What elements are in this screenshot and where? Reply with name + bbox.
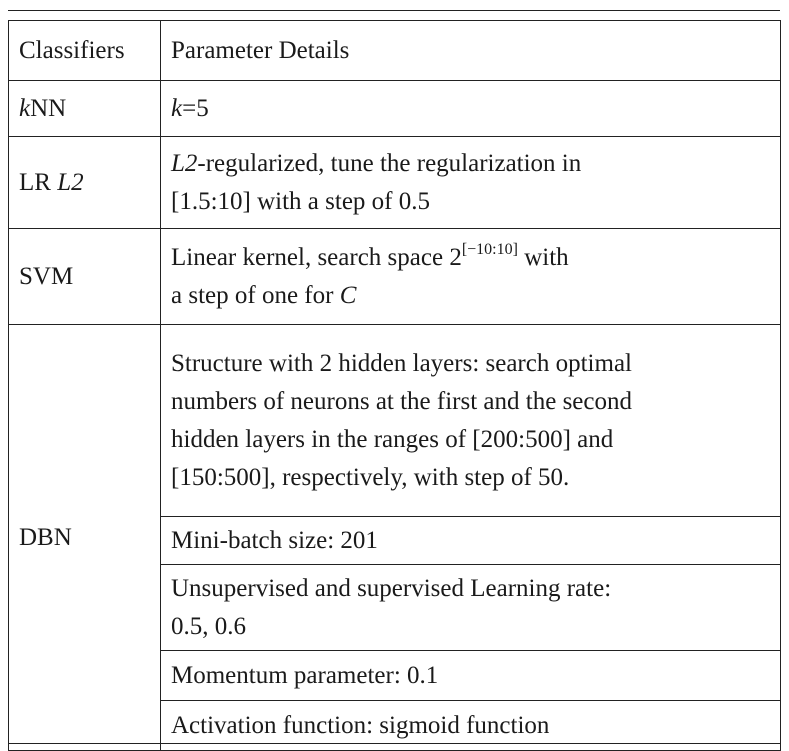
dbn-learning-rate-line-1: Unsupervised and supervised Learning rate:: [171, 574, 612, 602]
dbn-activation: Activation function: sigmoid function: [161, 701, 781, 751]
header-parameter-details: Parameter Details: [161, 21, 781, 81]
classifier-lr: LR L2: [9, 137, 161, 229]
dbn-structure-line-2: numbers of neurons at the first and the second: [171, 387, 632, 415]
dbn-learning-rate-line-2: 0.5, 0.6: [171, 612, 246, 640]
svm-line-2: a step of one for C: [171, 281, 357, 309]
knn-params: k=5: [161, 81, 781, 137]
row-knn: [9, 81, 781, 137]
classifier-svm: SVM: [9, 229, 161, 325]
row-lr: [9, 137, 781, 229]
parameter-table: [8, 20, 781, 751]
bottom-rule: [8, 743, 780, 744]
dbn-momentum: Momentum parameter: 0.1: [161, 651, 781, 701]
dbn-structure-line-3: hidden layers in the ranges of [200:500] and: [171, 425, 614, 453]
parameter-table-figure: [8, 10, 780, 744]
lr-line-2: [1.5:10] with a step of 0.5: [171, 187, 430, 215]
svm-params: [161, 229, 781, 325]
header-classifiers: Classifiers: [9, 21, 161, 81]
classifier-knn: kNN: [9, 81, 161, 137]
svm-line-1: Linear kernel, search space 2[−10:10] with: [171, 240, 569, 271]
lr-line-1: L2-regularized, tune the regularization in: [171, 149, 582, 177]
row-dbn-structure: [9, 325, 781, 517]
top-rule: [8, 10, 780, 11]
classifier-dbn: DBN: [9, 325, 161, 751]
lr-params: [161, 137, 781, 229]
dbn-minibatch: Mini-batch size: 201: [161, 517, 781, 565]
dbn-learning-rate: [161, 565, 781, 651]
dbn-structure: [161, 325, 781, 517]
header-row: [9, 21, 781, 81]
row-svm: [9, 229, 781, 325]
dbn-structure-line-4: [150:500], respectively, with step of 50.: [171, 463, 570, 491]
dbn-structure-line-1: Structure with 2 hidden layers: search optimal: [171, 349, 632, 377]
